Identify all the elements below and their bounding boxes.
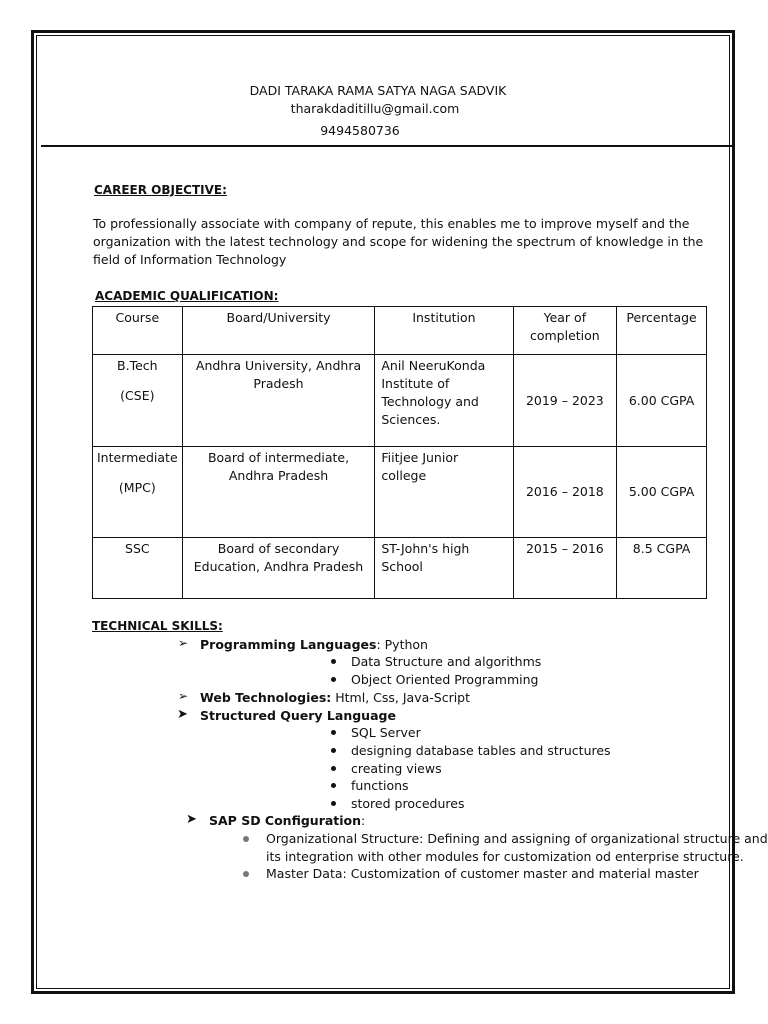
cell-institution: Fiitjee Junior college [375, 447, 513, 538]
skill-web-label: Web Technologies: [200, 690, 332, 705]
cell-course [93, 355, 183, 447]
cell-board: Board of secondary Education, Andhra Pradesh [182, 538, 375, 599]
skill-sap-label: SAP SD Configuration [209, 813, 362, 828]
list-item: stored procedures [351, 796, 465, 811]
skill-programming-label: Programming Languages [200, 637, 377, 652]
cell-course: SSC [93, 538, 183, 599]
list-item: Master Data: Customization of customer master and material master [266, 866, 699, 881]
list-item: SQL Server [351, 725, 421, 740]
candidate-name: DADI TARAKA RAMA SATYA NAGA SADVIK [249, 83, 507, 98]
cell-board: Board of intermediate, Andhra Pradesh [182, 447, 375, 538]
course-stream: (CSE) [120, 388, 155, 403]
career-objective-title: CAREER OBJECTIVE: [94, 183, 227, 197]
skill-programming-value: : Python [376, 637, 428, 652]
skill-sap [209, 812, 365, 830]
bullet-dot-icon [331, 766, 336, 771]
academic-table [92, 306, 707, 599]
cell-institution: Anil NeeruKonda Institute of Technology and Sciences. [375, 355, 513, 447]
arrow-bullet-icon: ➤ [186, 812, 197, 827]
col-header-course: Course [93, 307, 183, 355]
course-stream: (MPC) [118, 480, 156, 495]
arrow-bullet-icon: ➢ [178, 689, 189, 703]
course-name: B.Tech [117, 358, 158, 373]
cell-year: 2016 – 2018 [513, 447, 617, 538]
list-item: creating views [351, 761, 442, 776]
table-row [93, 538, 707, 599]
bullet-dot-icon [331, 783, 336, 788]
bullet-dot-icon [331, 659, 336, 664]
bullet-dot-icon [331, 677, 336, 682]
col-header-year: Year of completion [513, 307, 617, 355]
cell-year: 2019 – 2023 [513, 355, 617, 447]
career-objective-text: To professionally associate with company of repute, this enables me to improve myself and the organization with the latest technology and scope for widening the spectrum of knowledge in the field of Information Technology [93, 216, 704, 267]
col-header-percentage: Percentage [617, 307, 707, 355]
list-item: Data Structure and algorithms [351, 654, 542, 669]
cell-institution: ST-John's high School [375, 538, 513, 599]
bullet-dot-icon [243, 836, 249, 842]
cell-year: 2015 – 2016 [513, 538, 617, 599]
course-name: Intermediate [97, 450, 178, 465]
candidate-email: tharakdaditillu@gmail.com [290, 101, 460, 116]
skill-sql-label: Structured Query Language [200, 708, 396, 723]
list-item: designing database tables and structures [351, 743, 611, 758]
col-header-board: Board/University [182, 307, 375, 355]
skill-web-value: Html, Css, Java-Script [331, 690, 471, 705]
list-item: Organizational Structure: Defining and assigning of organizational structure and [266, 831, 768, 846]
list-item-continuation: its integration with other modules for customization od enterprise structure. [266, 849, 744, 864]
skill-programming [200, 636, 428, 654]
bullet-dot-icon [331, 748, 336, 753]
list-item: Object Oriented Programming [351, 672, 539, 687]
table-row [93, 447, 707, 538]
col-header-institution: Institution [375, 307, 513, 355]
header-divider [41, 145, 735, 147]
table-row [93, 355, 707, 447]
arrow-bullet-icon: ➢ [178, 636, 189, 650]
arrow-bullet-icon: ➤ [177, 707, 188, 722]
cell-percentage: 8.5 CGPA [617, 538, 707, 599]
table-header-row [93, 307, 707, 355]
cell-percentage: 5.00 CGPA [617, 447, 707, 538]
cell-board: Andhra University, Andhra Pradesh [182, 355, 375, 447]
candidate-phone: 9494580736 [320, 123, 400, 138]
bullet-dot-icon [243, 871, 249, 877]
bullet-dot-icon [331, 730, 336, 735]
skill-web [200, 689, 470, 707]
skill-sap-colon: : [361, 813, 366, 828]
cell-course [93, 447, 183, 538]
list-item: functions [351, 778, 409, 793]
bullet-dot-icon [331, 801, 336, 806]
technical-skills-title: TECHNICAL SKILLS: [92, 619, 223, 633]
cell-percentage: 6.00 CGPA [617, 355, 707, 447]
academic-title: ACADEMIC QUALIFICATION: [95, 289, 279, 303]
skill-sql [200, 707, 396, 725]
